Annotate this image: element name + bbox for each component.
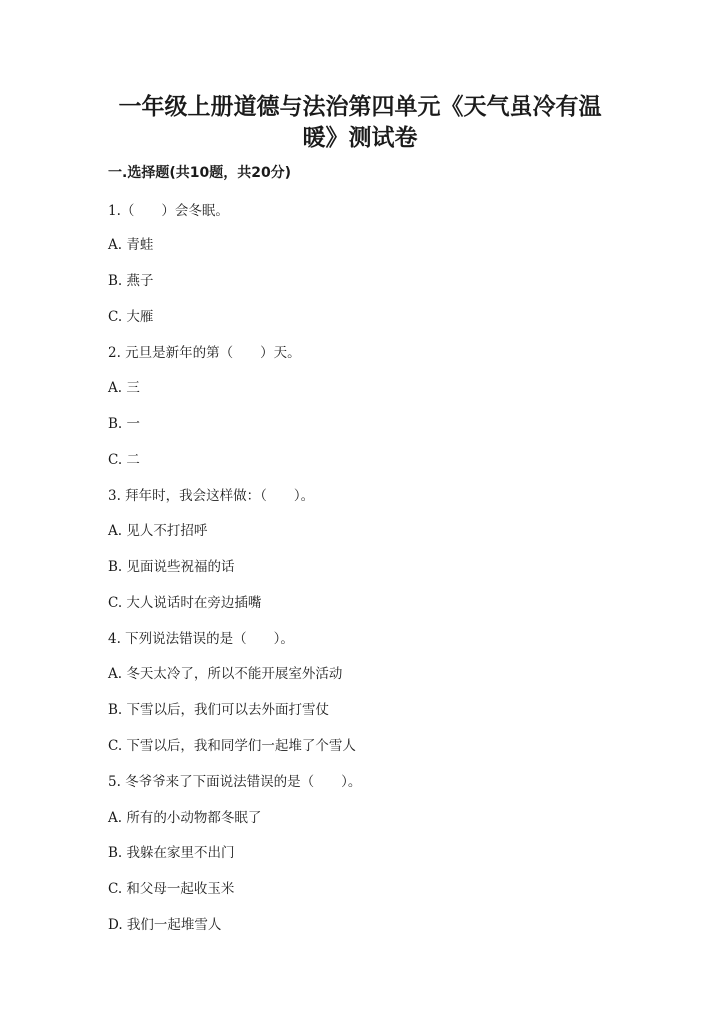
question-4-stem: 4. 下列说法错误的是（ ）。 xyxy=(108,631,294,647)
question-2-option-b: B. 一 xyxy=(108,416,141,432)
question-4-option-a: A. 冬天太冷了，所以不能开展室外活动 xyxy=(108,666,343,682)
question-5-stem: 5. 冬爷爷来了下面说法错误的是（ ）。 xyxy=(108,774,362,790)
question-3-option-a: A. 见人不打招呼 xyxy=(108,523,208,539)
document-title-line-1: 一年级上册道德与法治第四单元《天气虽冷有温 xyxy=(118,94,602,120)
question-5-option-d: D. 我们一起堆雪人 xyxy=(108,917,222,933)
question-1-option-c: C. 大雁 xyxy=(108,309,154,325)
question-3-option-b: B. 见面说些祝福的话 xyxy=(108,559,235,575)
section-heading: 一.选择题(共10题，共20分) xyxy=(108,165,292,181)
question-1-option-a: A. 青蛙 xyxy=(108,237,154,253)
question-2-option-a: A. 三 xyxy=(108,380,140,396)
question-3-option-c: C. 大人说话时在旁边插嘴 xyxy=(108,595,262,611)
question-1-stem: 1.（ ）会冬眠。 xyxy=(108,203,229,219)
question-5-option-a: A. 所有的小动物都冬眠了 xyxy=(108,810,262,826)
question-3-stem: 3. 拜年时，我会这样做：（ ）。 xyxy=(108,488,315,504)
document-title-line-2: 暖》测试卷 xyxy=(302,125,418,151)
question-5-option-b: B. 我躲在家里不出门 xyxy=(108,845,235,861)
question-2-option-c: C. 二 xyxy=(108,452,140,468)
question-5-option-c: C. 和父母一起收玉米 xyxy=(108,881,235,897)
question-4-option-b: B. 下雪以后，我们可以去外面打雪仗 xyxy=(108,702,330,718)
question-2-stem: 2. 元旦是新年的第（ ）天。 xyxy=(108,345,301,361)
question-1-option-b: B. 燕子 xyxy=(108,273,154,289)
question-4-option-c: C. 下雪以后，我和同学们一起堆了个雪人 xyxy=(108,738,356,754)
